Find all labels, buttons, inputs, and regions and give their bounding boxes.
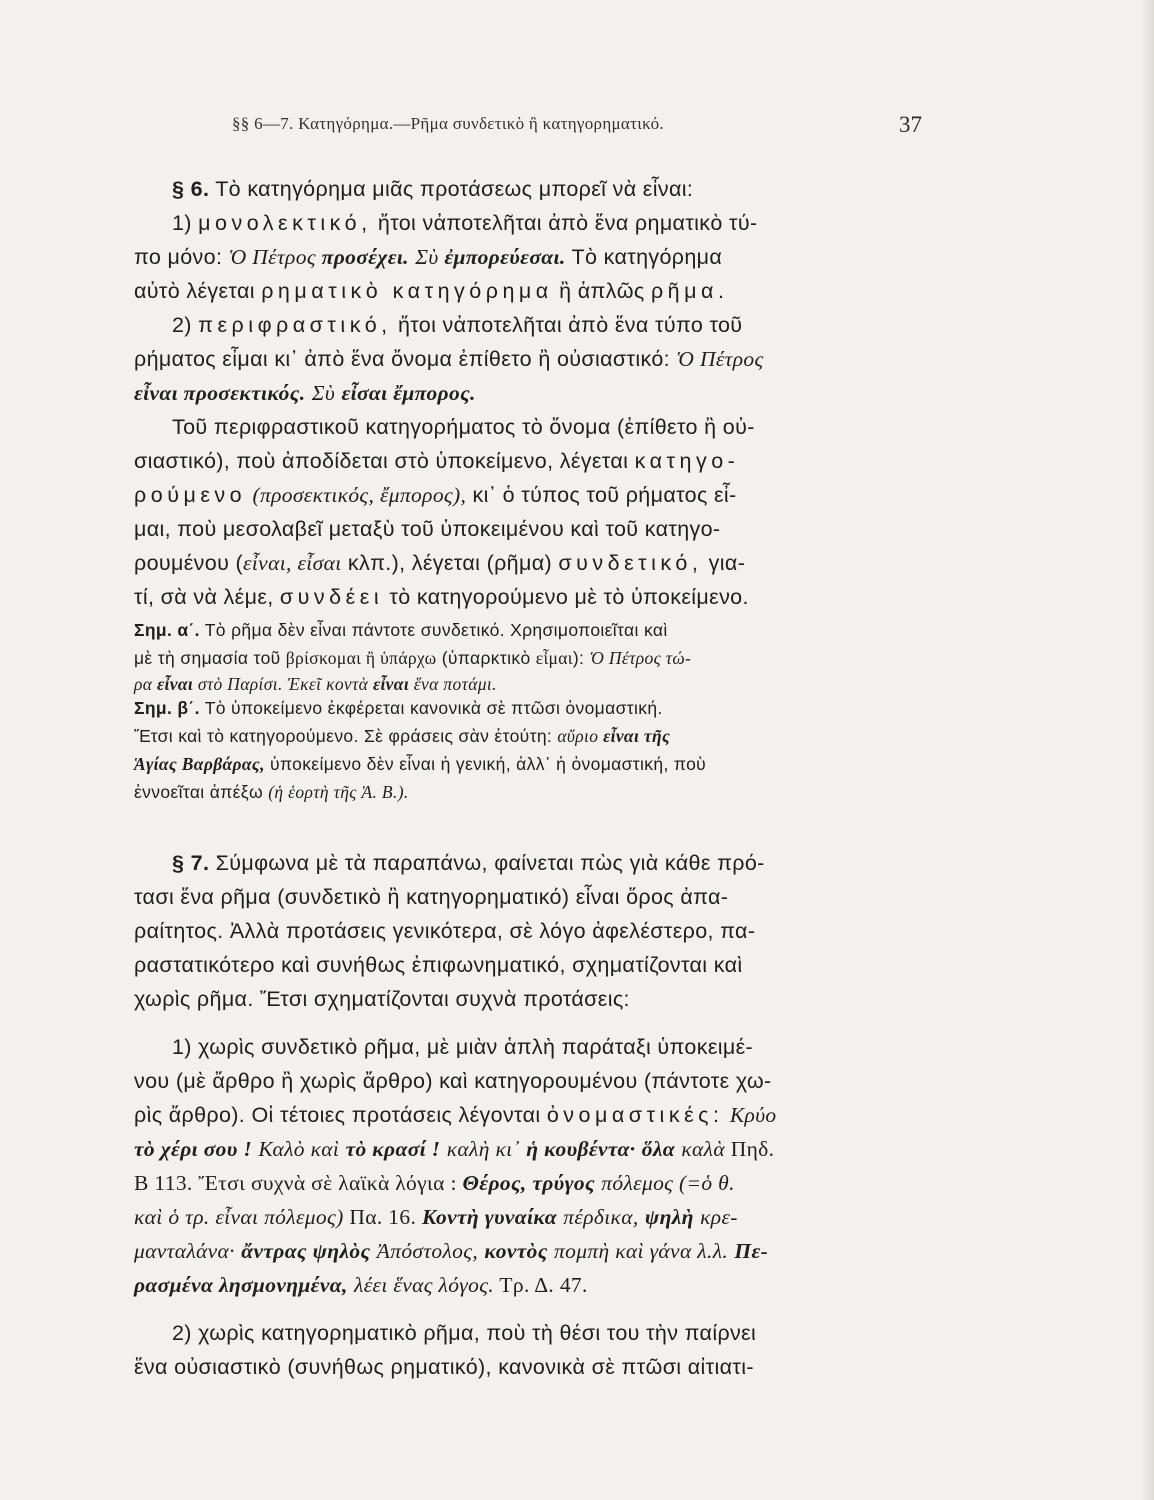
text-run: νου (μὲ ἄρθρο ἢ χωρὶς ἄρθρο) καὶ κατηγορουμένου (πάντοτε χω- xyxy=(134,1069,772,1093)
note-b-line-4 xyxy=(134,780,922,805)
text-run: Τὸ ρῆμα δὲν εἶναι πάντοτε συνδετικό. Χρησιμοποιεῖται καὶ xyxy=(199,620,668,640)
text-run: ραστατικότερο καὶ συνήθως ἐπιφωνηματικό, σχηματίζονται καὶ xyxy=(134,953,743,977)
example-text: καλὰ xyxy=(681,1137,725,1161)
text-run: τὸ κατηγορούμενο μὲ τὸ ὑποκείμενο. xyxy=(383,585,749,609)
section-6-line-4 xyxy=(134,276,922,306)
example-text: κοντὸς xyxy=(484,1239,548,1263)
section-7-line-6 xyxy=(134,1032,922,1062)
text-run: 1) χωρὶς συνδετικὸ ρῆμα, μὲ μιὰν ἁπλὴ παράταξι ὑποκειμέ- xyxy=(172,1035,754,1059)
section-6-line-8 xyxy=(134,412,922,442)
section-7-line-1 xyxy=(134,848,922,878)
text-run: ρὶς ἄρθρο). Οἱ τέτοιες προτάσεις λέγονται xyxy=(134,1103,547,1127)
section-7-line-4 xyxy=(134,950,922,980)
text-run: ραίτητος. Ἀλλὰ προτάσεις γενικότερα, σὲ λόγο ἀφελέστερο, πα- xyxy=(134,919,756,943)
example-text: Σὺ xyxy=(415,245,445,269)
note-b-line-1 xyxy=(134,696,922,721)
text-run: ρήματος εἶμαι κι᾽ ἀπὸ ἕνα ὄνομα ἐπίθετο ἢ οὐσιαστικό: xyxy=(134,347,677,371)
spaced-term: μονολεκτικό, xyxy=(198,211,372,235)
section-6-line-3 xyxy=(134,242,922,272)
example-text: (προσεκτικός, ἔμπορος), xyxy=(252,483,467,507)
example-text: προσέχει. xyxy=(321,245,409,269)
spaced-term: συνδέει xyxy=(279,585,384,609)
text-run: ἐννοεῖται ἀπέξω xyxy=(134,782,269,802)
text-run: Ἔτσι καὶ τὸ κατηγορούμενο. Σὲ φράσεις σὰν ἐτούτη: xyxy=(134,726,558,746)
example-text: εἶναι προσεκτικός. xyxy=(134,381,306,405)
section-7-heading: § 7. xyxy=(172,851,210,875)
note-b-line-2 xyxy=(134,724,922,749)
example-text: ρα xyxy=(134,674,158,694)
example-text: εἶσαι ἔμπορος. xyxy=(341,381,476,405)
example-text: ἡ κουβέντα· xyxy=(526,1137,636,1161)
text-run: Τὸ κατηγόρημα xyxy=(565,245,723,269)
text-run: ἕνα οὐσιαστικὸ (συνήθως ρηματικό), κανονικὰ σὲ πτῶσι αἰτιατι- xyxy=(134,1355,754,1379)
example-text: καλὴ κι᾽ xyxy=(446,1137,520,1161)
example-text: πόλεμος (=ὁ θ. xyxy=(601,1171,735,1195)
section-7-line-3 xyxy=(134,916,922,946)
section-7-line-7 xyxy=(134,1066,922,1096)
text-run: τασι ἕνα ρῆμα (συνδετικὸ ἢ κατηγορηματικό) εἶναι ὅρος ἀπα- xyxy=(134,885,729,909)
text-run: μὲ τὴ σημασία τοῦ xyxy=(134,648,286,668)
example-text: καὶ ὁ τρ. εἶναι πόλεμος) xyxy=(134,1205,344,1229)
section-7-line-13 xyxy=(134,1270,922,1300)
reference: Πα. 16. xyxy=(343,1205,422,1229)
example-text: ἐμπορεύεσαι. xyxy=(444,245,566,269)
example-text: Ἁγίας Βαρβάρας, xyxy=(134,754,265,774)
section-7-line-8 xyxy=(134,1100,922,1130)
note-a-line-3 xyxy=(134,672,922,697)
text-run: για- xyxy=(702,551,746,575)
text-run: 2) xyxy=(172,313,199,337)
section-6-line-7 xyxy=(134,378,922,408)
section-7-line-15 xyxy=(134,1352,922,1382)
section-6-line-10 xyxy=(134,480,922,510)
note-a-label: Σημ. α΄. xyxy=(134,620,200,640)
text-run: ἤτοι νἀποτελῆται ἀπὸ ἕνα ρηματικὸ τύ- xyxy=(371,211,758,235)
section-6-line-12 xyxy=(134,548,922,578)
text-run: πο μόνο: xyxy=(134,245,229,269)
reference: Τρ. Δ. 47. xyxy=(494,1273,588,1297)
example-text: εἶναι τῆς xyxy=(603,726,671,746)
section-7-line-12 xyxy=(134,1236,922,1266)
note-a-line-2 xyxy=(134,646,922,671)
text-run: ): xyxy=(572,648,590,668)
section-6-line-6 xyxy=(134,344,922,374)
spaced-term: ὀνομαστικές: xyxy=(546,1103,724,1127)
example-text: Ὁ Πέτρος xyxy=(676,347,764,371)
example-text: αὔριο xyxy=(557,726,604,746)
page-number: 37 xyxy=(899,112,922,137)
example-text: τὸ χέρι σου ! xyxy=(134,1137,253,1161)
spaced-term: συνδετικό, xyxy=(558,551,703,575)
text-run: ἤτοι νἀποτελῆται ἀπὸ ἕνα τύπο τοῦ xyxy=(391,313,743,337)
example-text: Καλὸ καὶ xyxy=(258,1137,340,1161)
page-body xyxy=(134,0,922,1500)
example-text: Ἐκεῖ κοντὰ xyxy=(287,674,373,694)
section-6-heading: § 6. xyxy=(172,177,210,201)
page-edge-shadow xyxy=(1140,0,1154,1500)
example-text: εἶναι xyxy=(372,674,410,694)
text-run: (ὑπαρκτικὸ xyxy=(436,648,536,668)
section-6-line-5 xyxy=(134,310,922,340)
text-run: Τὸ κατηγόρημα μιᾶς προτάσεως μπορεῖ νὰ εἶναι: xyxy=(209,177,694,201)
section-7-line-14 xyxy=(134,1318,922,1348)
section-7-line-5 xyxy=(134,984,922,1014)
text-run: Τὸ ὑποκείμενο ἐκφέρεται κανονικὰ σὲ πτῶσι ὀνομαστική. xyxy=(199,698,663,718)
note-a-line-1 xyxy=(134,618,922,643)
text-run: 2) χωρὶς κατηγορηματικὸ ρῆμα, ποὺ τὴ θέσι του τὴν παίρνει xyxy=(172,1321,757,1345)
text-run: Β 113. Ἔτσι συχνὰ σὲ λαϊκὰ λόγια : xyxy=(134,1171,463,1195)
example-text: εἶμαι xyxy=(535,648,573,668)
example-text: Ὁ Πέτρος xyxy=(228,245,322,269)
example-text: Ὁ Πέτρος τώ- xyxy=(589,648,692,668)
example-text: λέει ἕνας λόγος. xyxy=(354,1273,495,1297)
text-run: ὑποκείμενο δὲν εἶναι ἡ γενική, ἀλλ᾽ ἡ ὀνομαστική, ποὺ xyxy=(264,754,707,774)
example-text: πέρδικα, xyxy=(563,1205,639,1229)
section-6-line-2 xyxy=(134,208,922,238)
example-text: κρε- xyxy=(700,1205,738,1229)
spaced-term: ρηματικὸ κατηγόρημα xyxy=(261,279,553,303)
section-6-line-11 xyxy=(134,514,922,544)
section-7-line-11 xyxy=(134,1202,922,1232)
example-text: ἕνα ποτάμι. xyxy=(409,674,497,694)
example-text: στὸ Παρίσι. xyxy=(193,674,288,694)
header-title: §§ 6—7. Κατηγόρημα.—Ρῆμα συνδετικὸ ἢ κατηγορηματικό. xyxy=(232,114,664,133)
spaced-term: περιφραστικό, xyxy=(198,313,392,337)
text-run: ἢ ἁπλῶς xyxy=(552,279,651,303)
spaced-term: κατηγο- xyxy=(634,449,740,473)
example-text: πομπὴ καὶ γάνα λ.λ. xyxy=(554,1239,729,1263)
note-b-label: Σημ. β΄. xyxy=(134,698,200,718)
text-run: κλπ.), λέγεται (ρῆμα) xyxy=(341,551,559,575)
example-text: ἄντρας ψηλὸς xyxy=(241,1239,371,1263)
section-7-line-2 xyxy=(134,882,922,912)
reference: Πηδ. xyxy=(724,1137,775,1161)
text-run: κι᾽ ὁ τύπος τοῦ ρήματος εἶ- xyxy=(466,483,737,507)
example-text: ρασμένα λησμονημένα, xyxy=(134,1273,348,1297)
section-6-line-13 xyxy=(134,582,922,612)
text-run: σιαστικό), ποὺ ἀποδίδεται στὸ ὑποκείμενο, λέγεται xyxy=(134,449,635,473)
section-7-line-9 xyxy=(134,1134,922,1164)
text-run: ρουμένου ( xyxy=(134,551,244,575)
text-run: 1) xyxy=(172,211,199,235)
spaced-term: ρῆμα. xyxy=(650,279,729,303)
example-text: τὸ κρασί ! xyxy=(345,1137,441,1161)
example-text: Ἀπόστολος, xyxy=(376,1239,479,1263)
text-run: τί, σὰ νὰ λέμε, xyxy=(134,585,280,609)
example-text: εἶναι, εἶσαι xyxy=(243,551,342,575)
example-text: Σὺ xyxy=(311,381,336,405)
text-run: Τοῦ περιφραστικοῦ κατηγορήματος τὸ ὄνομα (ἐπίθετο ἢ οὐ- xyxy=(172,415,755,439)
example-text: ψηλὴ xyxy=(644,1205,694,1229)
example-text: ὅλα xyxy=(641,1137,676,1161)
example-text: Πε- xyxy=(734,1239,769,1263)
example-text: εἶναι xyxy=(157,674,194,694)
text-run: αὐτὸ λέγεται xyxy=(134,279,262,303)
text-run: χωρὶς ρῆμα. Ἔτσι σχηματίζονται συχνὰ προτάσεις: xyxy=(134,987,630,1011)
section-6-line-9 xyxy=(134,446,922,476)
example-text: Θέρος, τρύγος xyxy=(462,1171,595,1195)
note-b-line-3 xyxy=(134,752,922,777)
spaced-term: ρούμενο xyxy=(134,483,247,507)
example-text: (ἡ ἑορτὴ τῆς Ἁ. Β.). xyxy=(268,782,409,802)
example-text: μανταλάνα· xyxy=(134,1239,235,1263)
section-6-line-1 xyxy=(134,174,922,204)
example-text: Κοντὴ γυναίκα xyxy=(421,1205,557,1229)
example-text: βρίσκομαι ἢ ὑπάρχω xyxy=(285,648,437,668)
example-text: Κρύο xyxy=(729,1103,777,1127)
text-run: Σύμφωνα μὲ τὰ παραπάνω, φαίνεται πὼς γιὰ κάθε πρό- xyxy=(209,851,765,875)
section-7-line-10 xyxy=(134,1168,922,1198)
text-run: μαι, ποὺ μεσολαβεῖ μεταξὺ τοῦ ὑποκειμένου καὶ τοῦ κατηγο- xyxy=(134,517,721,541)
